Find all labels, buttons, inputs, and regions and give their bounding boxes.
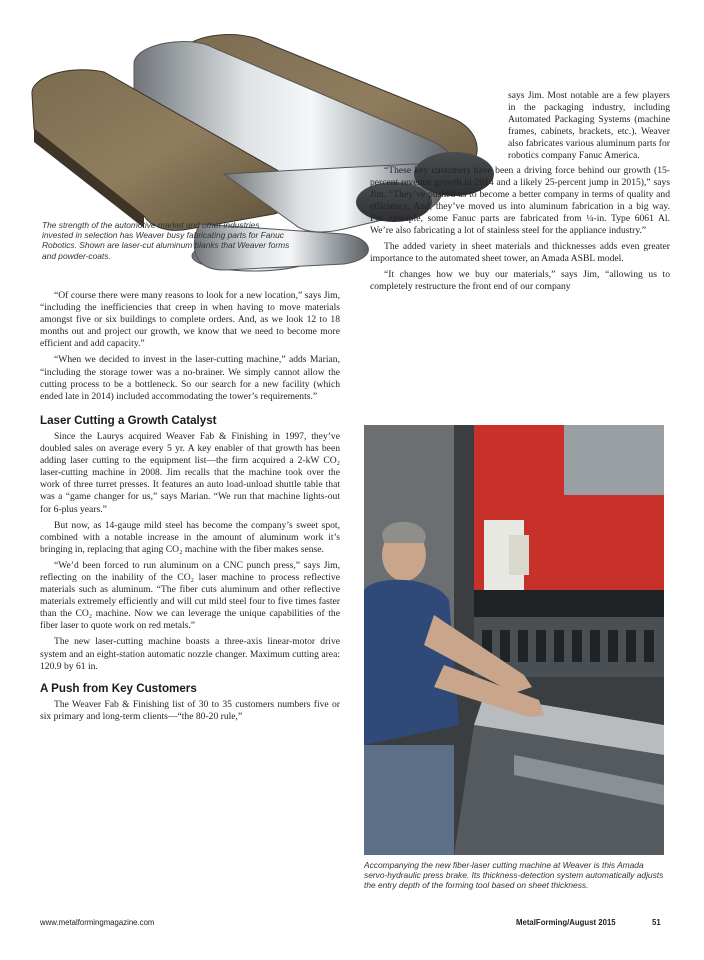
left-col-paragraph-7: The Weaver Fab & Finishing list of 30 to 35 customers numbers five or six primary and long-term clients—“the 80-20 rule,”	[40, 698, 340, 722]
right-col-paragraph-1: says Jim. Most notable are a few players in the packaging industry, including Automated Packaging Systems (machine frames, cabinets, brackets, etc.). Weaver also fabricates various aluminum parts for robotics company Fanuc America.	[508, 90, 670, 162]
left-col-paragraph-2: “When we decided to invest in the laser-cutting machine,” adds Marian, “including the storage tower was a no-brainer. We simply cannot allow the cutting process to be a bottleneck. So our search for a new facility (which ended late in 2014) included accommodating the tower’s requirements.”	[40, 354, 340, 402]
footer-publication-text: MetalForming/August 2015	[516, 918, 616, 927]
right-col-paragraph-3: The added variety in sheet materials and thicknesses adds even greater importance to the automated sheet tower, an Amada ASBL model.	[370, 241, 670, 265]
section-heading-customers: A Push from Key Customers	[40, 681, 197, 695]
left-col-paragraph-1: “Of course there were many reasons to look for a new location,” says Jim, “including the inefficiencies that creep in when having to move materials amongst five or six buildings to complete orders. And, as we look 12 to 18 months out and project our growth, we know that we need to become more efficient and add capacity.”	[40, 290, 340, 350]
right-col-paragraph-4: “It changes how we buy our materials,” says Jim, “allowing us to completely restructure the front end of our company	[370, 269, 670, 293]
footer-website	[40, 918, 154, 927]
left-column-text	[40, 290, 340, 723]
operator-shirt	[364, 580, 459, 745]
figure-top-caption	[42, 220, 292, 261]
figure-right-caption	[364, 860, 666, 891]
press-brake-svg	[364, 425, 664, 855]
left-col-paragraph-6: The new laser-cutting machine boasts a three-axis linear-motor drive system and an eight-station automatic nozzle changer. Maximum cutting area: 120.9 by 61 in.	[40, 636, 340, 672]
left-col-paragraph-4: But now, as 14-gauge mild steel has become the company’s sweet spot, combined with a notable increase in the amount of aluminum work it’s bringing in, replacing that aging CO₂ machine with the fiber makes sense.	[40, 519, 340, 555]
left-col-paragraph-5: “We’d been forced to run aluminum on a CNC punch press,” says Jim, reflecting on the inability of the CO₂ laser machine to process reflective materials such as aluminum. “The fiber cuts aluminum and other reflective materials extremely efficiently and will cut mild steel four to five times faster than the CO₂ machine. Now we can leverage the unique capabilities of the fiber laser to quote work on red metals.”	[40, 559, 340, 632]
section-heading-laser: Laser Cutting a Growth Catalyst	[40, 413, 217, 427]
footer-page-number-text: 51	[652, 918, 661, 927]
figure-right-caption-text: Accompanying the new fiber-laser cutting machine at Weaver is this Amada servo-hydraulic press brake. Its thickness-detection system automatically adjusts the entry depth of the forming tool based on sheet thickness.	[364, 860, 664, 891]
footer-page-number	[652, 918, 661, 927]
left-col-paragraph-3: Since the Laurys acquired Weaver Fab & Finishing in 1997, they’ve doubled sales on average every 5 yr. A key enabler of that growth has been adding laser cutting to the equipment list—the firm acquired a 2-kW CO₂ laser-cutting machine in 2008. Jim recalls that the machine took over the work of three turret presses. It features an auto load-unload shuttle table that was a “game changer for us,” says Marian. “We run that machine lights-out for 6-plus years.”	[40, 430, 340, 515]
press-brake-photo	[364, 425, 664, 855]
figure-top-caption-text: The strength of the automotive market and other industries invested in selection has Weaver busy fabricating parts for Fanuc Robotics. Shown are laser-cut aluminum blanks that Weaver forms and powder-coats.	[42, 220, 290, 261]
right-col-paragraph-2: “These key customers have been a driving force behind our growth (15-percent revenue growth in 2014 and a likely 25-percent jump in 2015),” says Jim. “They’ve pushed us to become a better company in terms of quality and efficiency. And, they’ve moved us into aluminum fabrication in a big way. For example, some Fanuc parts are fabricated from ¼-in. Type 6061 Al. We’re also fabricating a lot of stainless steel for the appliance industry.”	[370, 164, 670, 237]
right-column-top-text	[370, 90, 670, 294]
footer-publication	[516, 918, 616, 927]
footer-website-text: www.metalformingmagazine.com	[40, 918, 155, 927]
